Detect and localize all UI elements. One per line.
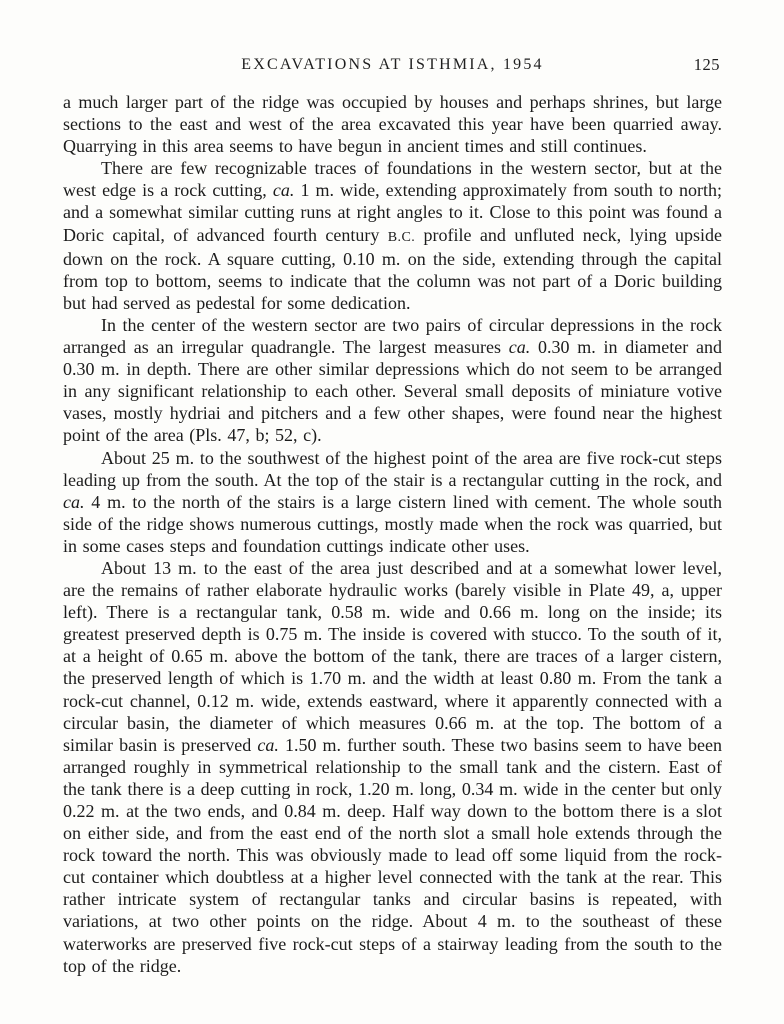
text-segment: 1.50 m. further south. These two basins seem to have been arranged roughly in symmetrical relationship to the small tank and the cistern. East of the tank there is a deep cutting in rock, 1.20 m. long, 0.34 m. wide in the center but only 0.22 m. at the two ends, and 0.84 m. deep. Half way down to the bottom there is a slot on either side, and from the east end of the north slot a small hole extends through the rock toward the north. This was obviously made to lead off some liquid from the rock-cut container which doubtless at a higher level connected with the tank at the rear. This rather intricate system of rectangular tanks and circular basins is repeated, with variations, at two other points on the ridge. About 4 m. to the southeast of these waterworks are preserved five rock-cut steps of a stairway leading from the south to the top of the ridge. [63,734,722,976]
paragraph [63,91,722,157]
text-segment: About 25 m. to the southwest of the highest point of the area are five rock-cut steps leading up from the south. At the top of the stair is a rectangular cutting in the rock, and [63,447,722,490]
text-segment-italic: ca. [508,337,531,358]
text-segment: 1 m. wide, extending approximately from south to north; and a somewhat similar cutting runs at right angles to it. Close to this point was found a Doric capital, of advanced fourth century [63,180,722,245]
paragraph [63,557,722,977]
paragraph [63,314,722,447]
text-segment-italic: ca. [63,491,85,512]
paragraph [63,447,722,557]
paragraph [63,157,722,314]
page-body [63,91,722,977]
page-number: 125 [693,55,720,74]
text-segment: profile and unfluted neck, lying upside down on the rock. A square cutting, 0.10 m. on the side, extending through the capital from top to bottom, seems to indicate that the column was not part of a Doric building but had served as pedestal for some dedication. [63,224,722,313]
text-segment: There are few recognizable traces of foundations in the western sector, but at the west edge is a rock cutting, [63,158,722,201]
text-segment-smallcaps: B.C. [387,228,416,245]
running-head-title: EXCAVATIONS AT ISTHMIA, 1954 [241,56,544,73]
page-header [63,54,722,76]
text-segment: About 13 m. to the east of the area just described and at a somewhat lower level, are the remains of rather elaborate hydraulic works (barely visible in Plate 49, a, upper left). There is a rectangular tank, 0.58 m. wide and 0.66 m. long on the inside; its greatest preserved depth is 0.75 m. The inside is covered with stucco. To the south of it, at a height of 0.65 m. above the bottom of the tank, there are traces of a larger cistern, the preserved length of which is 1.70 m. and the width at least 0.80 m. From the tank a rock-cut channel, 0.12 m. wide, extends eastward, where it apparently connected with a circular basin, the diameter of which measures 0.66 m. at the top. The bottom of a similar basin is preserved [63,557,722,755]
text-segment-italic: ca. [272,180,295,201]
text-segment: 4 m. to the north of the stairs is a large cistern lined with cement. The whole south side of the ridge shows numerous cuttings, mostly made when the rock was quarried, but in some cases steps and foundation cuttings indicate other uses. [63,491,722,556]
text-segment-italic: ca. [257,734,279,755]
text-segment: 0.30 m. in diameter and 0.30 m. in depth. There are other similar depressions which do not seem to be arranged in any significant relationship to each other. Several small deposits of miniature votive vases, mostly hydriai and pitchers and a few other shapes, were found near the highest point of the area (Pls. 47, b; 52, c). [63,337,722,446]
text-segment: In the center of the western sector are two pairs of circular depressions in the rock arranged as an irregular quadrangle. The largest measures [63,314,722,358]
text-segment: a much larger part of the ridge was occupied by houses and perhaps shrines, but large sections to the east and west of the area excavated this year have been quarried away. Quarrying in this area seems to have begun in ancient times and still continues. [63,92,722,157]
